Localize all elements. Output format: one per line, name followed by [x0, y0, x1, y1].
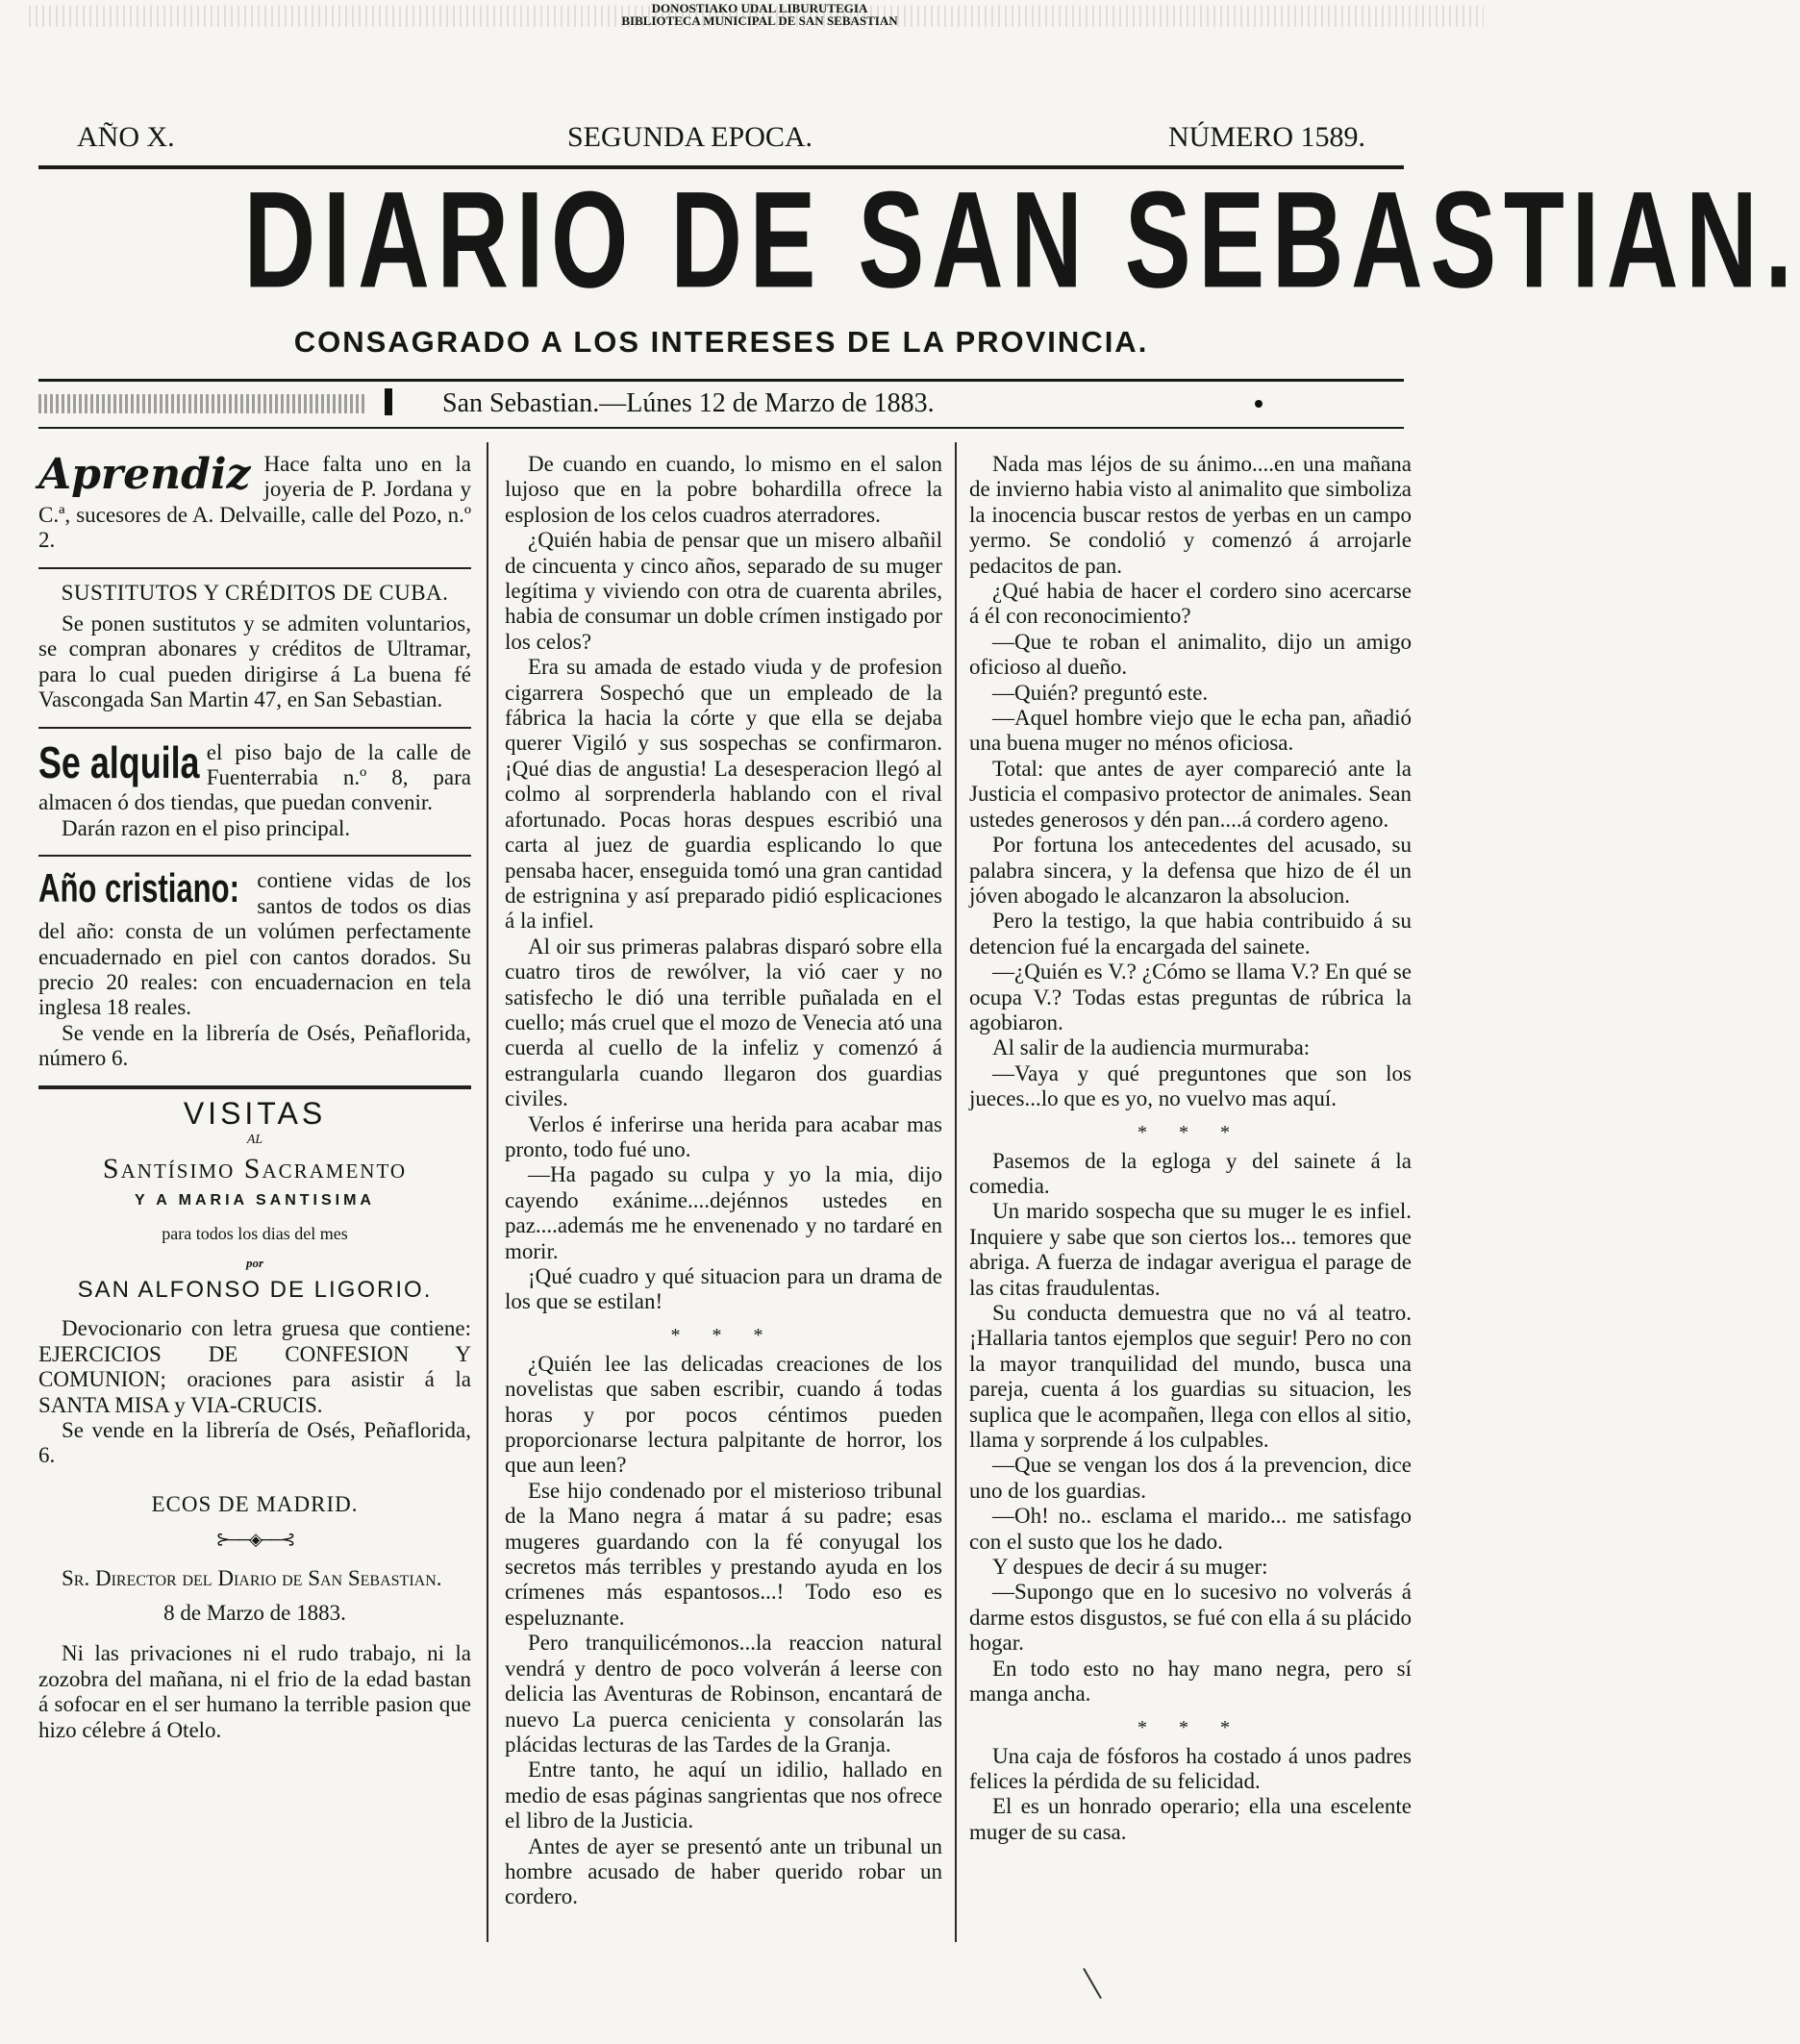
- article-paragraph: —Aquel hombre viejo que le echa pan, añadió una buena muger no ménos oficiosa.: [969, 706, 1412, 756]
- divider: [38, 855, 471, 857]
- issue-year: AÑO X.: [77, 121, 175, 153]
- article-paragraph: Ese hijo condenado por el misterioso tribunal de la Mano negra á matar á su padre; esas mugeres guardando con la fé conyugal los secretos más terribles y prestando ayuda en los crímenes más espantosos...! Todo eso es espeluznante.: [505, 1478, 942, 1630]
- article-paragraph: —Ha pagado su culpa y yo la mia, dijo cayendo exánime....dejénnos ustedes en paz....además me he envenenado y no tardaré en morir.: [505, 1162, 942, 1263]
- article-paragraph: Una caja de fósforos ha costado á unos padres felices la pérdida de su felicidad.: [969, 1743, 1412, 1793]
- stamp-line-1: DONOSTIAKO UDAL LIBURUTEGIA: [651, 1, 868, 15]
- article-paragraph: —Quién? preguntó este.: [992, 680, 1209, 705]
- section-break: * * *: [1138, 1716, 1243, 1738]
- ecos-date: 8 de Marzo de 1883.: [163, 1601, 346, 1626]
- column-divider-1: [487, 442, 488, 1942]
- article-paragraph: Pero tranquilicémonos...la reaccion natural vendrá y dentro de poco volverán á leerse con delicia las Aventuras de Robinson, encantará de nuevo La puerca cenicienta y consolarán las plácidas lecturas de las Tardes de la Granja.: [505, 1631, 942, 1757]
- ad-visitas-author: SAN ALFONSO DE LIGORIO.: [77, 1276, 433, 1303]
- ad-devocionario-text: Devocionario con letra gruesa que contiene: EJERCICIOS DE CONFESION Y COMUNION; oraciones para asistir á la SANTA MISA y VIA-CRUCIS.: [38, 1316, 471, 1417]
- ad-ano-cristiano-text: contiene vidas de los santos de todos os dias del año: consta de un volúmen perfectamente encuadernado en piel con cantos dorados. Su precio 20 reales: con encuadernacion en tela inglesa 18 reales.: [38, 868, 471, 1020]
- ad-sustitutos-text: Se ponen sustitutos y se admiten voluntarios, se compran abonares y créditos de Ultramar, para lo cual pueden dirigirse á La buena fé Vascongada San Martin 47, en San Sebastian.: [38, 611, 471, 712]
- ad-aprendiz-text: Hace falta uno en la joyeria de P. Jordana y C.ª, sucesores de A. Delvaille, calle del Pozo, n.º 2.: [38, 452, 471, 553]
- article-paragraph: Y despues de decir á su muger:: [992, 1555, 1268, 1580]
- divider: [38, 1085, 471, 1089]
- ad-visitas-al: AL: [246, 1132, 263, 1147]
- article-paragraph: Pero la testigo, la que habia contribuido á su detencion fué la encargada del sainete.: [969, 909, 1412, 959]
- issue-info-row: [77, 121, 1365, 154]
- divider: [38, 567, 471, 569]
- masthead-subtitle: CONSAGRADO A LOS INTERESES DE LA PROVINCIA.: [293, 325, 1149, 359]
- article-paragraph: Por fortuna los antecedentes del acusado, su palabra sincera, y la defensa que hizo de él un jóven abogado le alcanzaron la absolucion.: [969, 833, 1412, 908]
- ad-alquila-title: Se alquila: [38, 736, 200, 787]
- article-paragraph: —Supongo que en lo sucesivo no volverás á darme estos disgustos, se fué con ella á su plácido hogar.: [969, 1580, 1412, 1656]
- column-divider-2: [955, 442, 957, 1942]
- article-paragraph: Total: que antes de ayer compareció ante la Justicia el compasivo protector de animales. Sean ustedes generosos y dén pan....á cordero ageno.: [969, 756, 1412, 832]
- article-paragraph: —Vaya y qué preguntones que son los jueces...lo que es yo, no vuelvo mas aquí.: [969, 1060, 1412, 1111]
- article-paragraph: De cuando en cuando, lo mismo en el salon lujoso que en la pobre bohardilla ofrece la esplosion de los celos cuadros aterradores.: [505, 452, 942, 527]
- dateline-bar: [385, 388, 392, 415]
- ad-visitas-por: por: [245, 1255, 264, 1270]
- dateline-dot: [1255, 400, 1262, 408]
- scan-mark: [1083, 1968, 1102, 1999]
- article-paragraph: ¿Quién habia de pensar que un misero albañil de cincuenta y cinco años, separado de su muger legítima y viviendo con otra de cuarenta abriles, habia de consumar un doble crímen instigado por los celos?: [505, 528, 942, 654]
- article-paragraph: Entre tanto, he aquí un idilio, hallado en medio de esas páginas sangrientas que nos ofrece el libro de la Justicia.: [505, 1757, 942, 1833]
- article-paragraph: Verlos é inferirse una herida para acabar mas pronto, todo fué uno.: [505, 1111, 942, 1161]
- ecos-salutation: Sr. Director del Diario de San Sebastian.: [62, 1565, 442, 1590]
- article-paragraph: El es un honrado operario; ella una escelente muger de su casa.: [969, 1794, 1412, 1844]
- section-break: * * *: [1138, 1121, 1243, 1143]
- dateline-text: San Sebastian.—Lúnes 12 de Marzo de 1883.: [442, 388, 935, 418]
- library-stamp: [538, 2, 981, 27]
- ad-devocionario-text-2: Se vende en la librería de Osés, Peñaflorida, 6.: [38, 1418, 471, 1468]
- ad-aprendiz-title: Aprendiz: [38, 450, 251, 499]
- article-paragraph: ¡Qué cuadro y qué situacion para un drama de los que se estilan!: [505, 1264, 942, 1314]
- ad-aprendiz: [38, 452, 471, 554]
- column-1: [38, 452, 471, 1743]
- article-paragraph: —Oh! no.. esclama el marido... me satisfago con el susto que los he dado.: [969, 1504, 1412, 1554]
- ad-visitas-sacramento: Santísimo Sacramento: [102, 1153, 408, 1185]
- masthead-title: DIARIO DE SAN SEBASTIAN.: [243, 162, 1800, 316]
- ad-ano-cristiano: [38, 865, 471, 1020]
- article-paragraph: Un marido sospecha que su muger le es infiel. Inquiere y sabe que son ciertos los... temores que abriga. A fuerza de indagar averigua el parage de las citas fraudulentas.: [969, 1199, 1412, 1300]
- ad-ano-cristiano-text-2: Se vende en la librería de Osés, Peñaflorida, número 6.: [38, 1020, 471, 1071]
- section-break: * * *: [670, 1324, 777, 1346]
- dateline-rule: [38, 427, 1404, 429]
- column-3: [969, 452, 1412, 1845]
- article-paragraph: —Que se vengan los dos á la prevencion, dice uno de los guardias.: [969, 1453, 1412, 1503]
- divider: [38, 727, 471, 729]
- ad-alquila-text: el piso bajo de la calle de Fuenterrabia n.º 8, para almacen ó dos tiendas, que puedan convenir.: [38, 739, 471, 815]
- issue-number: NÚMERO 1589.: [1167, 121, 1365, 153]
- ornament: ⊱──◈──⊰: [215, 1530, 294, 1550]
- issue-epoch: SEGUNDA EPOCA.: [567, 121, 813, 153]
- section-title-ecos: ECOS DE MADRID.: [151, 1491, 359, 1516]
- ad-alquila-text-2: Darán razon en el piso principal.: [62, 815, 351, 840]
- article-paragraph: Al oir sus primeras palabras disparó sobre ella cuatro tiros de rewólver, la vió caer y no satisfecho le dió una terrible puñalada en el cuello; más cruel que el mozo de Venecia ató una cuerda al cuello de la infeliz y comenzó á estrangularla cuando llegaron dos guardias civiles.: [505, 934, 942, 1111]
- article-paragraph: Al salir de la audiencia murmuraba:: [992, 1035, 1311, 1060]
- article-paragraph: Antes de ayer se presentó ante un tribunal un hombre acusado de haber querido robar un cordero.: [505, 1833, 942, 1909]
- ad-ano-cristiano-title: Año cristiano:: [38, 865, 239, 911]
- article-paragraph: En todo esto no hay mano negra, pero sí manga ancha.: [969, 1656, 1412, 1707]
- masthead-rule-bottom: [38, 379, 1404, 382]
- article-paragraph: Nada mas léjos de su ánimo....en una mañana de invierno habia visto al animalito que simboliza la inocencia buscar restos de yerbas en un campo yermo. Se condolió y comenzó á arrojarle pedacitos de pan.: [969, 452, 1412, 578]
- article-paragraph: —Que te roban el animalito, dijo un amigo oficioso al dueño.: [969, 629, 1412, 680]
- ecos-paragraph: Ni las privaciones ni el rudo trabajo, ni la zozobra del mañana, ni el frio de la edad bastan á sofocar en el ser humano la terrible pasion que hizo célebre á Otelo.: [38, 1641, 471, 1742]
- article-paragraph: —¿Quién es V.? ¿Cómo se llama V.? En qué se ocupa V.? Todas estas preguntas de rúbrica la agobiaron.: [969, 960, 1412, 1034]
- stamp-line-2: BIBLIOTECA MUNICIPAL DE SAN SEBASTIAN: [621, 13, 898, 28]
- ad-visitas-maria: Y A MARIA SANTISIMA: [135, 1191, 375, 1209]
- ad-visitas-mes: para todos los dias del mes: [162, 1224, 348, 1244]
- article-paragraph: ¿Quién lee las delicadas creaciones de los novelistas que saben escribir, cuando á todas horas y por pocos céntimos pueden proporcionarse lectura palpitante de horror, los que aun leen?: [505, 1351, 942, 1478]
- article-paragraph: Su conducta demuestra que no vá al teatro. ¡Hallaria tantos ejemplos que seguir! Pero no con la mayor tranquilidad del mundo, busca una pareja, cuenta á los guardias su situacion, les suplica que le acompañen, llega con ellos al sitio, llama y sorprende á los culpables.: [969, 1301, 1412, 1453]
- article-paragraph: Pasemos de la egloga y del sainete á la comedia.: [969, 1148, 1412, 1198]
- dateline-ornament: [38, 394, 365, 413]
- ad-visitas-title: VISITAS: [183, 1095, 327, 1131]
- article-paragraph: ¿Qué habia de hacer el cordero sino acercarse á él con reconocimiento?: [969, 579, 1412, 629]
- dateline: [38, 388, 1404, 427]
- ad-alquila: [38, 736, 471, 816]
- article-paragraph: Era su amada de estado viuda y de profesion cigarrera Sospechó que un empleado de la fábrica la hacia la córte y que ella se dejaba querer Vigiló y sus sospechas se confirmaron. ¡Qué dias de angustia! La desesperacion llegó al colmo al sorprenderla hablando con el rival afortunado. Pocas horas despues escribió una carta al juez de guardia esplicando lo que pensaba hacer, enseguida tomó una gran cantidad de estrignina y así preparado pidió esplicaciones á la infiel.: [505, 655, 942, 934]
- column-2: [505, 452, 942, 1910]
- ad-sustitutos-title: SUSTITUTOS Y CRÉDITOS DE CUBA.: [61, 580, 449, 605]
